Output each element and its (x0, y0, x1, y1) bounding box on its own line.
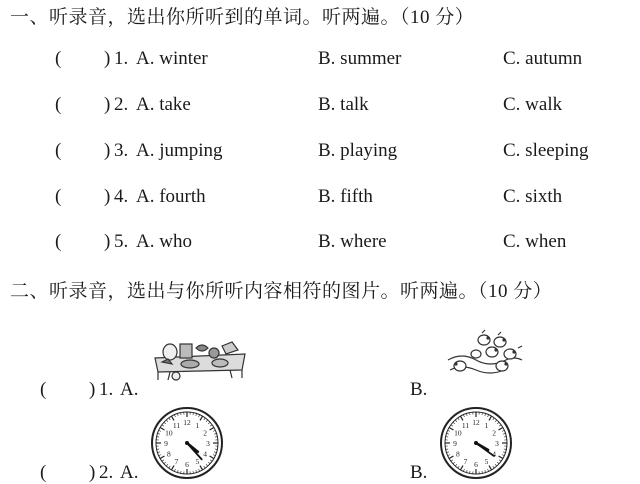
clock-number: 1 (196, 421, 200, 430)
clock-number: 5 (485, 457, 489, 466)
clock-number: 12 (183, 418, 191, 427)
option-c: C. when (503, 231, 566, 253)
answer-paren-close[interactable]: ) (104, 186, 110, 208)
option-c: C. sleeping (503, 140, 589, 162)
answer-paren-open[interactable]: ( (55, 48, 61, 70)
option-b: B. summer (318, 48, 401, 70)
clock-number: 12 (472, 418, 480, 427)
question-number: 1. (114, 48, 128, 70)
question-number: 4. (114, 186, 128, 208)
option-a: A. fourth (136, 186, 206, 208)
option-b: B. playing (318, 140, 397, 162)
question-number: 3. (114, 140, 128, 162)
answer-paren-close[interactable]: ) (104, 48, 110, 70)
clock-number: 6 (185, 460, 189, 469)
option-b-label: B. (410, 379, 427, 401)
answer-paren-close[interactable]: ) (104, 140, 110, 162)
option-b: B. fifth (318, 186, 373, 208)
answer-paren-open[interactable]: ( (40, 462, 46, 484)
answer-paren-open[interactable]: ( (55, 140, 61, 162)
question-number: 5. (114, 231, 128, 253)
answer-paren-close[interactable]: ) (104, 231, 110, 253)
answer-paren-close[interactable]: ) (89, 462, 95, 484)
clock-number: 11 (173, 421, 180, 430)
answer-paren-open[interactable]: ( (55, 186, 61, 208)
answer-paren-close[interactable]: ) (104, 94, 110, 116)
clock-number: 9 (164, 439, 168, 448)
option-b: B. where (318, 231, 387, 253)
clock-number: 1 (485, 421, 489, 430)
option-a: A. winter (136, 48, 208, 70)
clock-number: 7 (464, 457, 468, 466)
clock-number: 8 (456, 450, 460, 459)
clock-number: 4 (203, 450, 207, 459)
clock-center (474, 441, 478, 445)
birds-image[interactable] (446, 330, 524, 380)
picnic-table-image[interactable] (150, 336, 250, 381)
clock-number: 2 (492, 429, 496, 438)
clock-number: 10 (454, 429, 462, 438)
question-number: 2. (99, 462, 113, 484)
section1-heading: 一、听录音，选出你所听到的单词。听两遍。（10 分） (10, 2, 474, 29)
section2-heading: 二、听录音，选出与你所听内容相符的图片。听两遍。（10 分） (10, 276, 552, 303)
option-a: A. take (136, 94, 191, 116)
option-c: C. autumn (503, 48, 582, 70)
option-b: B. talk (318, 94, 369, 116)
clock-number: 4 (492, 450, 496, 459)
clock-number: 8 (167, 450, 171, 459)
question-number: 1. (99, 379, 113, 401)
option-a-label: A. (120, 462, 138, 484)
clock-image[interactable] (439, 406, 513, 480)
answer-paren-close[interactable]: ) (89, 379, 95, 401)
answer-paren-open[interactable]: ( (55, 231, 61, 253)
option-b-label: B. (410, 462, 427, 484)
clock-image[interactable] (150, 406, 224, 480)
option-a: A. who (136, 231, 192, 253)
clock-number: 10 (165, 429, 173, 438)
clock-center (185, 441, 189, 445)
clock-number: 7 (175, 457, 179, 466)
clock-number: 6 (474, 460, 478, 469)
clock-number: 11 (462, 421, 469, 430)
clock-number: 3 (495, 439, 499, 448)
option-a: A. jumping (136, 140, 223, 162)
question-number: 2. (114, 94, 128, 116)
option-a-label: A. (120, 379, 138, 401)
option-c: C. walk (503, 94, 562, 116)
clock-number: 5 (196, 457, 200, 466)
answer-paren-open[interactable]: ( (40, 379, 46, 401)
clock-number: 2 (203, 429, 207, 438)
clock-number: 9 (453, 439, 457, 448)
answer-paren-open[interactable]: ( (55, 94, 61, 116)
clock-number: 3 (206, 439, 210, 448)
option-c: C. sixth (503, 186, 562, 208)
